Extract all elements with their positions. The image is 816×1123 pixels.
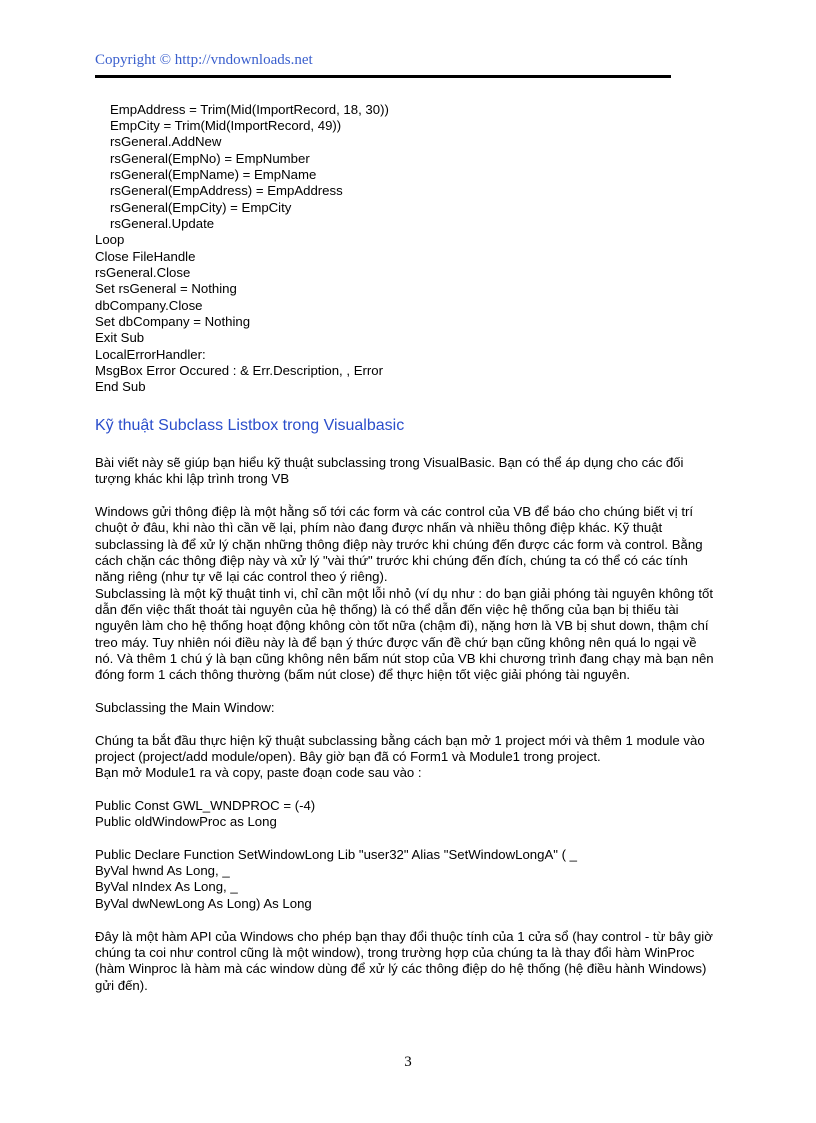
code-line: rsGeneral(EmpName) = EmpName <box>110 167 317 182</box>
text-line: cách chặn các thông điệp này và xử lý "vài thứ" trước khi chúng đến đích, chúng ta có thể có các tính <box>95 553 688 568</box>
code-line: Close FileHandle <box>95 249 196 264</box>
code-line: EmpCity = Trim(Mid(ImportRecord, 49)) <box>110 118 342 133</box>
section-heading: Kỹ thuật Subclass Listbox trong Visualbasic <box>95 417 405 434</box>
code-line: rsGeneral(EmpAddress) = EmpAddress <box>110 183 343 198</box>
code-line: Set rsGeneral = Nothing <box>95 281 237 296</box>
code-line: ByVal dwNewLong As Long) As Long <box>95 896 312 911</box>
text-line: đóng form 1 cách thông thường (bấm nút close) để thực hiện tốt việc giải phóng tài nguyên. <box>95 667 631 682</box>
header-divider <box>95 75 671 78</box>
code-line: End Sub <box>95 379 146 394</box>
code-line: EmpAddress = Trim(Mid(ImportRecord, 18, 30)) <box>110 102 389 117</box>
code-line: Exit Sub <box>95 330 145 345</box>
code-line: ByVal nIndex As Long, _ <box>95 879 238 894</box>
code-line: dbCompany.Close <box>95 298 203 313</box>
code-line: Loop <box>95 232 125 247</box>
text-line: (hàm Winproc là hàm mà các window dùng để xử lý các thông điệp do hệ thống (hệ điều hành Windows) <box>95 961 707 976</box>
code-line: MsgBox Error Occured : & Err.Description, , Error <box>95 363 383 378</box>
text-line: dẫn đến việc thất thoát tài nguyên của hệ thống) là có thể dẫn đến việc hệ thống của bạn bị thiếu tài <box>95 602 679 617</box>
page-number: 3 <box>404 1054 412 1070</box>
code-line: rsGeneral.AddNew <box>110 134 222 149</box>
text-line: chúng ta coi như control cũng là một window), trong trường hợp của chúng ta là thay đổi hàm WinProc <box>95 945 695 960</box>
text-line: subclassing là để xử lý chặn những thông điệp này trước khi chúng đến được các form và control. Bằng <box>95 537 703 552</box>
text-line: treo máy. Tuy nhiên nói điều này là để bạn ý thức được vấn đề chứ bạn cũng không nên quá lo ngại về <box>95 635 697 650</box>
text-line: tượng khác khi lập trình trong VB <box>95 471 290 486</box>
text-line: Subclassing là một kỹ thuật tinh vi, chỉ cần một lỗi nhỏ (ví dụ như : do bạn giải phóng tài nguyên không tốt <box>95 586 714 601</box>
code-line: Public oldWindowProc as Long <box>95 814 277 829</box>
code-line: rsGeneral(EmpCity) = EmpCity <box>110 200 292 215</box>
code-line: rsGeneral.Close <box>95 265 191 280</box>
code-line: Public Declare Function SetWindowLong Lib "user32" Alias "SetWindowLongA" ( _ <box>95 847 578 862</box>
text-line: Chúng ta bắt đầu thực hiện kỹ thuật subclassing bằng cách bạn mở 1 project mới và thêm 1 module vào <box>95 733 705 748</box>
text-line: nó. Và thêm 1 chú ý là bạn cũng không nên bấm nút stop của VB khi chương trình đang chạy mà bạn nên <box>95 651 714 666</box>
text-line: chuột ở đâu, khi nào thì cần vẽ lại, phím nào đang được nhấn và nhiều thông điệp khác. Kỹ thuật <box>95 520 663 535</box>
text-line: Bài viết này sẽ giúp bạn hiểu kỹ thuật subclassing trong VisualBasic. Bạn có thể áp dụng cho các đối <box>95 455 684 470</box>
code-line: Set dbCompany = Nothing <box>95 314 251 329</box>
text-line: nguyên làm cho hệ thống hoạt động không còn tốt nữa (chậm đi), nặng hơn là VB bị shut down, thậm chí <box>95 618 709 633</box>
code-line: rsGeneral(EmpNo) = EmpNumber <box>110 151 310 166</box>
text-line: gửi đến). <box>95 978 148 993</box>
text-line: Bạn mở Module1 ra và copy, paste đoạn code sau vào : <box>95 765 422 780</box>
subheading: Subclassing the Main Window: <box>95 700 275 715</box>
text-line: project (project/add module/open). Bây giờ bạn đã có Form1 và Module1 trong project. <box>95 749 601 764</box>
text-line: Đây là một hàm API của Windows cho phép bạn thay đổi thuộc tính của 1 cửa sổ (hay control - từ bây giờ <box>95 929 713 944</box>
text-line: Windows gửi thông điệp là một hằng số tới các form và các control của VB để báo cho chúng biết vị trí <box>95 504 694 519</box>
code-line: rsGeneral.Update <box>110 216 215 231</box>
code-line: Public Const GWL_WNDPROC = (-4) <box>95 798 316 813</box>
copyright-text: Copyright © http://vndownloads.net <box>95 52 313 68</box>
code-line: ByVal hwnd As Long, _ <box>95 863 230 878</box>
code-line: LocalErrorHandler: <box>95 347 206 362</box>
text-line: năng riêng (như tự vẽ lại các control theo ý riêng). <box>95 569 388 584</box>
